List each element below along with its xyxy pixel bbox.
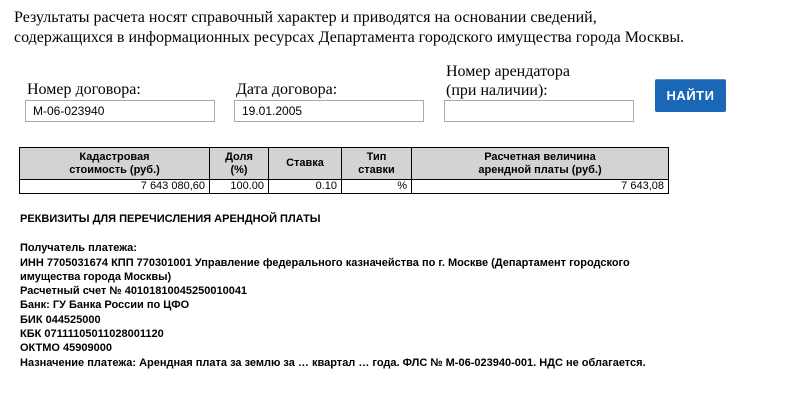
cell-rate: 0.10 bbox=[269, 180, 342, 194]
find-button[interactable]: НАЙТИ bbox=[655, 79, 726, 112]
payment-purpose: Назначение платежа: Арендная плата за землю за … квартал … года. ФЛС № М-06-023940-001. НДС не облагается. bbox=[20, 356, 646, 369]
contract-date-label: Дата договора: bbox=[236, 81, 338, 98]
header-calculated-rent-line-1: Расчетная величина bbox=[484, 150, 596, 163]
header-cadastral-value-line-1: Кадастровая bbox=[79, 150, 150, 163]
requisites-heading: РЕКВИЗИТЫ ДЛЯ ПЕРЕЧИСЛЕНИЯ АРЕНДНОЙ ПЛАТЫ bbox=[20, 213, 321, 225]
header-share-line-1: Доля bbox=[225, 150, 253, 163]
cell-calculated-rent: 7 643,08 bbox=[412, 180, 669, 194]
recipient-line-1: ИНН 7705031674 КПП 770301001 Управление федерального казначейства по г. Москве (Департамент городского bbox=[20, 256, 630, 269]
recipient-label: Получатель платежа: bbox=[20, 242, 137, 255]
payment-requisites bbox=[20, 212, 760, 370]
header-cadastral-value bbox=[20, 148, 210, 180]
header-cadastral-value-line-2: стоимость (руб.) bbox=[69, 163, 160, 176]
header-rate-type bbox=[342, 148, 412, 180]
contract-date-input[interactable]: 19.01.2005 bbox=[234, 100, 424, 122]
header-calculated-rent bbox=[412, 148, 669, 180]
bank-name: Банк: ГУ Банка России по ЦФО bbox=[20, 299, 190, 312]
tenant-number-label bbox=[446, 62, 570, 100]
oktmo-code: ОКТМО 45909000 bbox=[20, 342, 112, 355]
cell-rate-type: % bbox=[342, 180, 412, 194]
kbk-code: КБК 07111105011028001120 bbox=[20, 328, 164, 341]
notice-line-1: Результаты расчета носят справочный характер и приводятся на основании сведений, bbox=[14, 9, 597, 26]
header-rate bbox=[269, 148, 342, 180]
cell-share: 100.00 bbox=[210, 180, 269, 194]
recipient-line-2: имущества города Москвы) bbox=[20, 270, 172, 283]
contract-number-input[interactable]: М-06-023940 bbox=[25, 100, 215, 122]
header-rate-type-line-2: ставки bbox=[358, 163, 395, 176]
tenant-number-input[interactable] bbox=[444, 100, 634, 122]
contract-number-label: Номер договора: bbox=[27, 81, 141, 98]
header-calculated-rent-line-2: арендной платы (руб.) bbox=[478, 163, 602, 176]
account-number: Расчетный счет № 40101810045250010041 bbox=[20, 285, 248, 298]
tenant-number-label-line-1: Номер арендатора bbox=[446, 63, 570, 80]
header-share-line-2: (%) bbox=[230, 163, 248, 176]
bik-code: БИК 044525000 bbox=[20, 313, 101, 326]
notice-line-2: содержащихся в информационных ресурсах Департамента городского имущества города Москвы. bbox=[14, 29, 685, 46]
header-rate-type-line-1: Тип bbox=[366, 150, 387, 163]
tenant-number-label-line-2: (при наличии): bbox=[446, 82, 548, 99]
rent-calculation-table bbox=[19, 147, 669, 194]
table-row bbox=[20, 180, 669, 194]
results-notice bbox=[14, 8, 774, 48]
table-header-row bbox=[20, 148, 669, 180]
cell-cadastral-value: 7 643 080,60 bbox=[20, 180, 210, 194]
header-rate-line-1: Ставка bbox=[286, 157, 324, 169]
header-share bbox=[210, 148, 269, 180]
